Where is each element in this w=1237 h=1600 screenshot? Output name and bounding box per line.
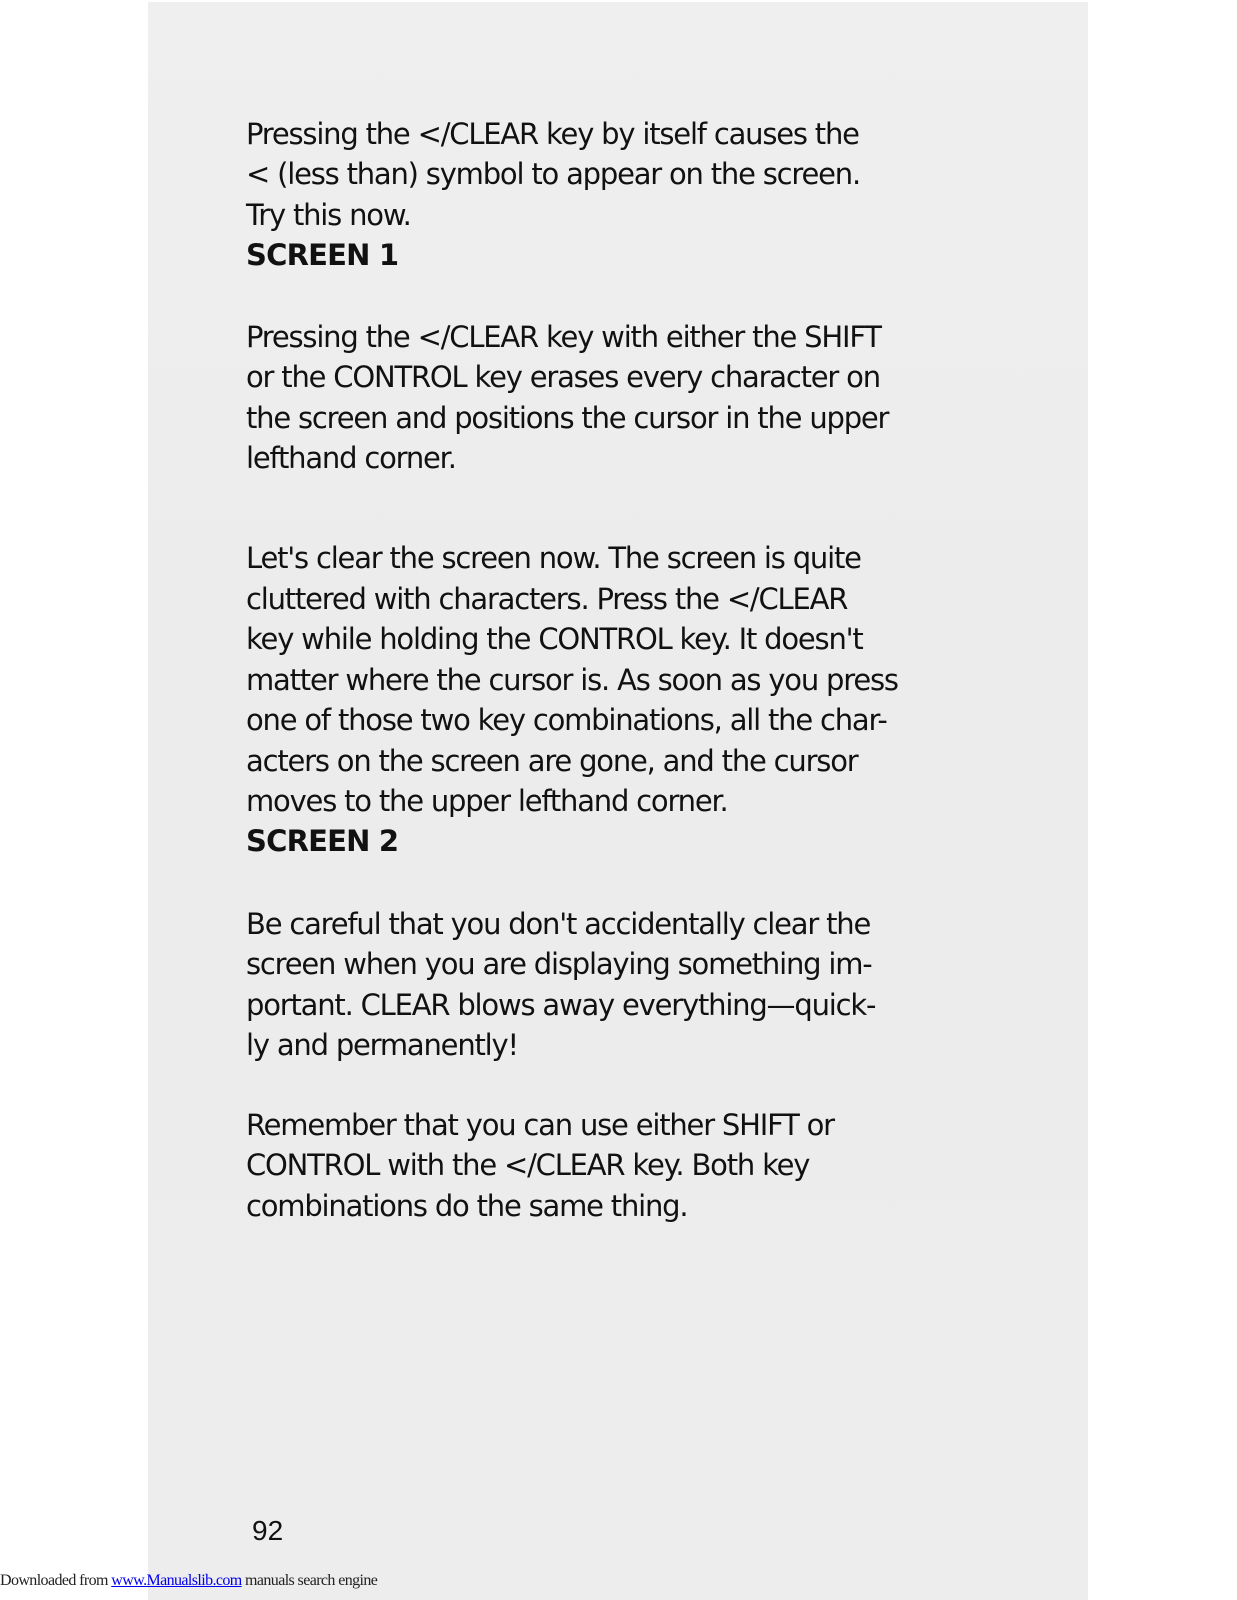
paragraph-3-line-7: moves to the upper lefthand corner.	[246, 784, 728, 818]
paragraph-5-line-3: combinations do the same thing.	[246, 1189, 688, 1223]
paragraph-3-line-5: one of those two key combinations, all the char-	[246, 703, 887, 737]
page-number: 92	[252, 1515, 284, 1546]
paragraph-4-line-1: Be careful that you don't accidentally clear the	[246, 907, 871, 941]
paragraph-1-line-1: Pressing the </CLEAR key by itself causes the	[246, 117, 859, 151]
paragraph-3-line-4: matter where the cursor is. As soon as you press	[246, 663, 898, 697]
screen-1-heading: SCREEN 1	[246, 238, 399, 272]
paragraph-3-line-2: cluttered with characters. Press the </CLEAR	[246, 582, 848, 616]
paragraph-3-line-3: key while holding the CONTROL key. It doesn't	[246, 622, 863, 656]
paragraph-4-line-3: portant. CLEAR blows away everything—quick-	[246, 988, 876, 1022]
paragraph-4-line-4: ly and permanently!	[246, 1028, 518, 1062]
download-footer	[0, 1572, 377, 1590]
footer-suffix: manuals search engine	[241, 1572, 378, 1589]
paragraph-2-line-1: Pressing the </CLEAR key with either the SHIFT	[246, 320, 881, 354]
paragraph-3-line-1: Let's clear the screen now. The screen is quite	[246, 541, 861, 575]
manualslib-link[interactable]: www.Manualslib.com	[111, 1572, 242, 1589]
screen-2-heading: SCREEN 2	[246, 824, 399, 858]
footer-prefix: Downloaded from	[0, 1572, 112, 1589]
paragraph-5-line-1: Remember that you can use either SHIFT or	[246, 1108, 834, 1142]
paragraph-2-line-2: or the CONTROL key erases every character on	[246, 360, 880, 394]
paragraph-1-line-3: Try this now.	[246, 198, 411, 232]
paragraph-1-line-2: < (less than) symbol to appear on the screen.	[246, 157, 860, 191]
paragraph-3-line-6: acters on the screen are gone, and the cursor	[246, 744, 858, 778]
paragraph-4-line-2: screen when you are displaying something im-	[246, 947, 872, 981]
paragraph-5-line-2: CONTROL with the </CLEAR key. Both key	[246, 1148, 810, 1182]
paragraph-2-line-4: lefthand corner.	[246, 441, 456, 475]
paragraph-2-line-3: the screen and positions the cursor in the upper	[246, 401, 889, 435]
